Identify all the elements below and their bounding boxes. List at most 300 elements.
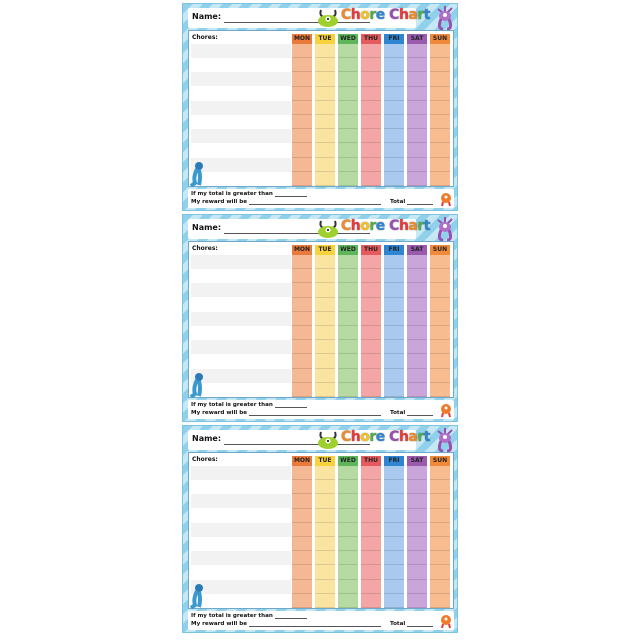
day-cell[interactable] bbox=[338, 340, 358, 354]
day-cell[interactable] bbox=[361, 466, 381, 480]
day-cell[interactable] bbox=[338, 87, 358, 101]
day-cell[interactable] bbox=[338, 480, 358, 494]
day-header: SUN bbox=[430, 456, 450, 466]
day-column-sun bbox=[430, 34, 450, 186]
day-cell[interactable] bbox=[292, 298, 312, 312]
day-cell[interactable] bbox=[315, 44, 335, 58]
day-cell[interactable] bbox=[361, 72, 381, 86]
day-cell[interactable] bbox=[338, 269, 358, 283]
chore-grid-panel bbox=[188, 241, 454, 398]
day-cell[interactable] bbox=[407, 87, 427, 101]
day-cell[interactable] bbox=[384, 466, 404, 480]
day-cell[interactable] bbox=[292, 143, 312, 157]
day-cell[interactable] bbox=[384, 480, 404, 494]
day-cell[interactable] bbox=[292, 594, 312, 608]
day-cell[interactable] bbox=[384, 269, 404, 283]
day-cell[interactable] bbox=[384, 326, 404, 340]
day-cell[interactable] bbox=[338, 466, 358, 480]
day-cell[interactable] bbox=[361, 158, 381, 172]
chore-row[interactable] bbox=[191, 312, 291, 326]
day-header: SAT bbox=[407, 245, 427, 255]
day-cell[interactable] bbox=[292, 494, 312, 508]
day-cell[interactable] bbox=[430, 101, 450, 115]
day-cell[interactable] bbox=[338, 383, 358, 397]
day-header: MON bbox=[293, 35, 311, 42]
orange-monster-icon bbox=[439, 190, 453, 207]
day-cell[interactable] bbox=[292, 255, 312, 269]
day-cell[interactable] bbox=[292, 129, 312, 143]
day-column-sat bbox=[407, 34, 427, 186]
day-cell[interactable] bbox=[384, 594, 404, 608]
day-cell[interactable] bbox=[315, 594, 335, 608]
day-cell[interactable] bbox=[384, 537, 404, 551]
day-cell[interactable] bbox=[361, 326, 381, 340]
day-cell[interactable] bbox=[430, 255, 450, 269]
reward-threshold-line bbox=[191, 402, 307, 408]
day-cell[interactable] bbox=[384, 115, 404, 129]
day-column-sun bbox=[430, 245, 450, 397]
day-cell[interactable] bbox=[430, 298, 450, 312]
day-cell[interactable] bbox=[361, 101, 381, 115]
chores-label: Chores: bbox=[192, 34, 218, 41]
day-cell[interactable] bbox=[361, 269, 381, 283]
day-cell[interactable] bbox=[338, 537, 358, 551]
chore-row[interactable] bbox=[191, 565, 291, 579]
day-cell[interactable] bbox=[338, 565, 358, 579]
day-cell[interactable] bbox=[292, 44, 312, 58]
day-cell[interactable] bbox=[361, 480, 381, 494]
chart-title bbox=[341, 218, 430, 234]
day-cell[interactable] bbox=[292, 312, 312, 326]
day-cell[interactable] bbox=[338, 494, 358, 508]
chore-row[interactable] bbox=[191, 551, 291, 565]
title-letter: o bbox=[360, 7, 370, 23]
day-cell[interactable] bbox=[361, 537, 381, 551]
day-cell[interactable] bbox=[384, 158, 404, 172]
chore-row[interactable] bbox=[191, 354, 291, 368]
day-cell[interactable] bbox=[430, 44, 450, 58]
day-cell[interactable] bbox=[315, 255, 335, 269]
day-cell[interactable] bbox=[361, 115, 381, 129]
title-letter: a bbox=[408, 218, 418, 234]
day-cell[interactable] bbox=[430, 580, 450, 594]
day-cell[interactable] bbox=[430, 466, 450, 480]
day-cell[interactable] bbox=[430, 594, 450, 608]
title-letter: t bbox=[423, 429, 430, 445]
day-cell[interactable] bbox=[430, 340, 450, 354]
day-cell[interactable] bbox=[384, 565, 404, 579]
day-cell[interactable] bbox=[407, 383, 427, 397]
day-cell[interactable] bbox=[315, 565, 335, 579]
day-header: WED bbox=[338, 245, 358, 255]
day-cell[interactable] bbox=[407, 354, 427, 368]
day-cell[interactable] bbox=[292, 172, 312, 186]
day-cell[interactable] bbox=[407, 312, 427, 326]
day-cell[interactable] bbox=[292, 115, 312, 129]
title-letter: r bbox=[369, 7, 376, 23]
day-cell[interactable] bbox=[361, 44, 381, 58]
day-cell[interactable] bbox=[407, 255, 427, 269]
day-cell[interactable] bbox=[315, 269, 335, 283]
day-cell[interactable] bbox=[430, 565, 450, 579]
day-cell[interactable] bbox=[315, 172, 335, 186]
title-letter: r bbox=[369, 218, 376, 234]
day-cell[interactable] bbox=[315, 466, 335, 480]
day-cell[interactable] bbox=[292, 369, 312, 383]
day-cell[interactable] bbox=[430, 369, 450, 383]
day-cell[interactable] bbox=[407, 369, 427, 383]
day-cell[interactable] bbox=[384, 72, 404, 86]
chore-row[interactable] bbox=[191, 326, 291, 340]
day-header: SAT bbox=[407, 456, 427, 466]
name-label: Name: bbox=[192, 12, 222, 21]
day-cell[interactable] bbox=[407, 101, 427, 115]
day-cell[interactable] bbox=[430, 494, 450, 508]
day-cell[interactable] bbox=[315, 143, 335, 157]
day-cell[interactable] bbox=[384, 354, 404, 368]
day-cell[interactable] bbox=[292, 101, 312, 115]
reward-threshold-input[interactable] bbox=[275, 402, 307, 408]
day-cell[interactable] bbox=[430, 326, 450, 340]
day-column-fri bbox=[384, 245, 404, 397]
day-cell[interactable] bbox=[430, 523, 450, 537]
day-cell[interactable] bbox=[384, 101, 404, 115]
day-cell[interactable] bbox=[430, 58, 450, 72]
day-cell[interactable] bbox=[338, 551, 358, 565]
purple-monster-icon bbox=[435, 5, 455, 31]
reward-input[interactable] bbox=[249, 410, 381, 416]
total-input[interactable] bbox=[407, 621, 433, 627]
day-cell[interactable] bbox=[361, 551, 381, 565]
day-cell[interactable] bbox=[430, 129, 450, 143]
day-cell[interactable] bbox=[315, 283, 335, 297]
day-cell[interactable] bbox=[338, 255, 358, 269]
day-cell[interactable] bbox=[292, 354, 312, 368]
day-cell[interactable] bbox=[430, 312, 450, 326]
day-cell[interactable] bbox=[361, 143, 381, 157]
day-cell[interactable] bbox=[292, 480, 312, 494]
day-column-mon bbox=[292, 456, 312, 608]
day-cell[interactable] bbox=[361, 312, 381, 326]
day-cell[interactable] bbox=[384, 44, 404, 58]
day-cell[interactable] bbox=[384, 312, 404, 326]
green-monster-icon bbox=[317, 8, 339, 28]
day-cell[interactable] bbox=[384, 58, 404, 72]
reward-input[interactable] bbox=[249, 621, 381, 627]
day-cell[interactable] bbox=[315, 340, 335, 354]
title-letter: C bbox=[341, 429, 351, 445]
chore-row[interactable] bbox=[191, 129, 291, 143]
day-cell[interactable] bbox=[430, 354, 450, 368]
day-cell[interactable] bbox=[430, 158, 450, 172]
day-cell[interactable] bbox=[292, 466, 312, 480]
day-cell[interactable] bbox=[407, 466, 427, 480]
day-cell[interactable] bbox=[430, 537, 450, 551]
day-cell[interactable] bbox=[315, 383, 335, 397]
day-cell[interactable] bbox=[430, 172, 450, 186]
reward-threshold-line bbox=[191, 191, 307, 197]
day-cell[interactable] bbox=[338, 523, 358, 537]
chores-label: Chores: bbox=[192, 456, 218, 463]
chore-row[interactable] bbox=[191, 340, 291, 354]
chore-row[interactable] bbox=[191, 87, 291, 101]
day-cell[interactable] bbox=[338, 312, 358, 326]
day-cell[interactable] bbox=[361, 298, 381, 312]
day-cell[interactable] bbox=[361, 580, 381, 594]
day-cell[interactable] bbox=[407, 480, 427, 494]
day-cell[interactable] bbox=[407, 580, 427, 594]
total-line bbox=[390, 199, 433, 205]
chore-row[interactable] bbox=[191, 466, 291, 480]
day-header: FRI bbox=[384, 34, 404, 44]
day-cell[interactable] bbox=[361, 283, 381, 297]
day-cell[interactable] bbox=[361, 87, 381, 101]
day-cell[interactable] bbox=[338, 283, 358, 297]
day-cell[interactable] bbox=[407, 44, 427, 58]
day-cell[interactable] bbox=[292, 158, 312, 172]
day-cell[interactable] bbox=[315, 537, 335, 551]
reward-footer bbox=[188, 611, 454, 630]
day-cell[interactable] bbox=[407, 283, 427, 297]
day-cell[interactable] bbox=[384, 523, 404, 537]
reward-footer bbox=[188, 400, 454, 419]
day-cell[interactable] bbox=[407, 143, 427, 157]
reward-input[interactable] bbox=[249, 199, 381, 205]
day-cell[interactable] bbox=[430, 283, 450, 297]
day-cell[interactable] bbox=[338, 326, 358, 340]
day-cell[interactable] bbox=[292, 87, 312, 101]
day-cell[interactable] bbox=[315, 494, 335, 508]
day-cell[interactable] bbox=[338, 354, 358, 368]
day-cell[interactable] bbox=[407, 172, 427, 186]
day-cell[interactable] bbox=[361, 509, 381, 523]
day-cell[interactable] bbox=[315, 129, 335, 143]
day-column-wed bbox=[338, 245, 358, 397]
day-cell[interactable] bbox=[315, 298, 335, 312]
blue-dinosaur-icon bbox=[187, 161, 207, 187]
day-cell[interactable] bbox=[384, 143, 404, 157]
day-cell[interactable] bbox=[292, 383, 312, 397]
day-cell[interactable] bbox=[292, 523, 312, 537]
day-cell[interactable] bbox=[315, 158, 335, 172]
day-column-mon bbox=[292, 34, 312, 186]
day-cell[interactable] bbox=[384, 87, 404, 101]
day-cell[interactable] bbox=[315, 115, 335, 129]
title-letter: r bbox=[417, 429, 424, 445]
day-cell[interactable] bbox=[384, 369, 404, 383]
day-cell[interactable] bbox=[292, 326, 312, 340]
day-cell[interactable] bbox=[384, 298, 404, 312]
day-cell[interactable] bbox=[338, 369, 358, 383]
chore-row[interactable] bbox=[191, 494, 291, 508]
chore-row[interactable] bbox=[191, 58, 291, 72]
title-letter: C bbox=[389, 429, 399, 445]
day-cell[interactable] bbox=[292, 283, 312, 297]
day-header: FRI bbox=[384, 245, 404, 255]
day-cell[interactable] bbox=[315, 72, 335, 86]
day-cell[interactable] bbox=[384, 580, 404, 594]
day-cell[interactable] bbox=[407, 594, 427, 608]
day-cell[interactable] bbox=[315, 509, 335, 523]
green-monster-icon bbox=[317, 430, 339, 450]
day-cell[interactable] bbox=[361, 565, 381, 579]
green-monster-icon bbox=[317, 219, 339, 239]
day-cell[interactable] bbox=[430, 87, 450, 101]
day-cell[interactable] bbox=[407, 523, 427, 537]
day-cell[interactable] bbox=[407, 129, 427, 143]
day-cell[interactable] bbox=[430, 143, 450, 157]
chore-row[interactable] bbox=[191, 480, 291, 494]
day-cell[interactable] bbox=[384, 383, 404, 397]
day-cell[interactable] bbox=[292, 551, 312, 565]
day-cell[interactable] bbox=[407, 269, 427, 283]
day-cell[interactable] bbox=[292, 72, 312, 86]
day-cell[interactable] bbox=[315, 580, 335, 594]
day-cell[interactable] bbox=[338, 115, 358, 129]
day-cell[interactable] bbox=[407, 565, 427, 579]
day-column-sat bbox=[407, 456, 427, 608]
day-cell[interactable] bbox=[338, 72, 358, 86]
day-cell[interactable] bbox=[430, 115, 450, 129]
day-cell[interactable] bbox=[407, 340, 427, 354]
day-cell[interactable] bbox=[361, 369, 381, 383]
day-cell[interactable] bbox=[361, 340, 381, 354]
day-cell[interactable] bbox=[430, 551, 450, 565]
day-cell[interactable] bbox=[315, 312, 335, 326]
chore-row[interactable] bbox=[191, 115, 291, 129]
total-label: Total bbox=[390, 199, 406, 205]
chore-grid-panel bbox=[188, 452, 454, 609]
chore-row[interactable] bbox=[191, 298, 291, 312]
day-cell[interactable] bbox=[315, 58, 335, 72]
day-cell[interactable] bbox=[315, 101, 335, 115]
day-cell[interactable] bbox=[292, 537, 312, 551]
chore-row[interactable] bbox=[191, 523, 291, 537]
day-header: FRI bbox=[384, 456, 404, 466]
day-cell[interactable] bbox=[338, 509, 358, 523]
reward-threshold-line bbox=[191, 613, 307, 619]
day-cell[interactable] bbox=[430, 383, 450, 397]
day-cell[interactable] bbox=[384, 494, 404, 508]
day-cell[interactable] bbox=[407, 551, 427, 565]
chore-row[interactable] bbox=[191, 72, 291, 86]
day-cell[interactable] bbox=[315, 87, 335, 101]
day-cell[interactable] bbox=[407, 115, 427, 129]
day-cell[interactable] bbox=[338, 44, 358, 58]
total-label: Total bbox=[390, 621, 406, 627]
day-cell[interactable] bbox=[361, 129, 381, 143]
day-cell[interactable] bbox=[292, 509, 312, 523]
day-cell[interactable] bbox=[292, 340, 312, 354]
day-cell[interactable] bbox=[430, 509, 450, 523]
day-cell[interactable] bbox=[361, 172, 381, 186]
day-cell[interactable] bbox=[384, 255, 404, 269]
day-cell[interactable] bbox=[292, 58, 312, 72]
day-cell[interactable] bbox=[338, 298, 358, 312]
total-input[interactable] bbox=[407, 199, 433, 205]
title-letter: C bbox=[389, 7, 399, 23]
day-cell[interactable] bbox=[338, 129, 358, 143]
day-cell[interactable] bbox=[338, 172, 358, 186]
day-cell[interactable] bbox=[384, 340, 404, 354]
day-cell[interactable] bbox=[292, 580, 312, 594]
day-cell[interactable] bbox=[361, 383, 381, 397]
day-cell[interactable] bbox=[407, 509, 427, 523]
day-cell[interactable] bbox=[315, 326, 335, 340]
chore-row[interactable] bbox=[191, 537, 291, 551]
day-cell[interactable] bbox=[338, 594, 358, 608]
day-cell[interactable] bbox=[338, 58, 358, 72]
chore-row[interactable] bbox=[191, 269, 291, 283]
day-cell[interactable] bbox=[361, 354, 381, 368]
day-cell[interactable] bbox=[407, 537, 427, 551]
chore-row[interactable] bbox=[191, 509, 291, 523]
day-cell[interactable] bbox=[407, 494, 427, 508]
total-input[interactable] bbox=[407, 410, 433, 416]
day-cell[interactable] bbox=[338, 143, 358, 157]
day-cell[interactable] bbox=[338, 101, 358, 115]
title-letter: t bbox=[423, 218, 430, 234]
day-header: TUE bbox=[315, 245, 335, 255]
day-cell[interactable] bbox=[315, 369, 335, 383]
reward-line bbox=[191, 410, 381, 416]
day-cell[interactable] bbox=[361, 594, 381, 608]
day-cell[interactable] bbox=[384, 283, 404, 297]
day-cell[interactable] bbox=[384, 129, 404, 143]
day-cell[interactable] bbox=[361, 523, 381, 537]
day-cell[interactable] bbox=[407, 298, 427, 312]
day-cell[interactable] bbox=[384, 172, 404, 186]
chart-title bbox=[341, 429, 430, 445]
chore-grid-panel bbox=[188, 30, 454, 187]
day-cell[interactable] bbox=[338, 158, 358, 172]
day-cell[interactable] bbox=[407, 326, 427, 340]
day-cell[interactable] bbox=[430, 480, 450, 494]
chore-row[interactable] bbox=[191, 283, 291, 297]
day-cell[interactable] bbox=[315, 551, 335, 565]
day-cell[interactable] bbox=[315, 523, 335, 537]
reward-threshold-input[interactable] bbox=[275, 613, 307, 619]
blue-dinosaur-icon bbox=[187, 583, 207, 609]
reward-threshold-input[interactable] bbox=[275, 191, 307, 197]
day-cell[interactable] bbox=[361, 58, 381, 72]
day-cell[interactable] bbox=[430, 72, 450, 86]
day-cell[interactable] bbox=[315, 480, 335, 494]
day-cell[interactable] bbox=[315, 354, 335, 368]
chore-row[interactable] bbox=[191, 143, 291, 157]
chore-row[interactable] bbox=[191, 255, 291, 269]
day-cell[interactable] bbox=[292, 565, 312, 579]
day-cell[interactable] bbox=[361, 255, 381, 269]
day-column-thu bbox=[361, 456, 381, 608]
day-column-wed bbox=[338, 34, 358, 186]
day-cell[interactable] bbox=[430, 269, 450, 283]
day-cell[interactable] bbox=[361, 494, 381, 508]
purple-monster-icon bbox=[435, 427, 455, 453]
day-cell[interactable] bbox=[407, 72, 427, 86]
title-letter: e bbox=[375, 429, 385, 445]
reward-threshold-label: If my total is greater than bbox=[191, 402, 273, 408]
day-cell[interactable] bbox=[384, 509, 404, 523]
chore-row[interactable] bbox=[191, 101, 291, 115]
chore-row[interactable] bbox=[191, 44, 291, 58]
day-cell[interactable] bbox=[338, 580, 358, 594]
day-cell[interactable] bbox=[407, 58, 427, 72]
day-cell[interactable] bbox=[407, 158, 427, 172]
day-cell[interactable] bbox=[292, 269, 312, 283]
chore-chart-sheet bbox=[182, 425, 458, 633]
day-cell[interactable] bbox=[384, 551, 404, 565]
